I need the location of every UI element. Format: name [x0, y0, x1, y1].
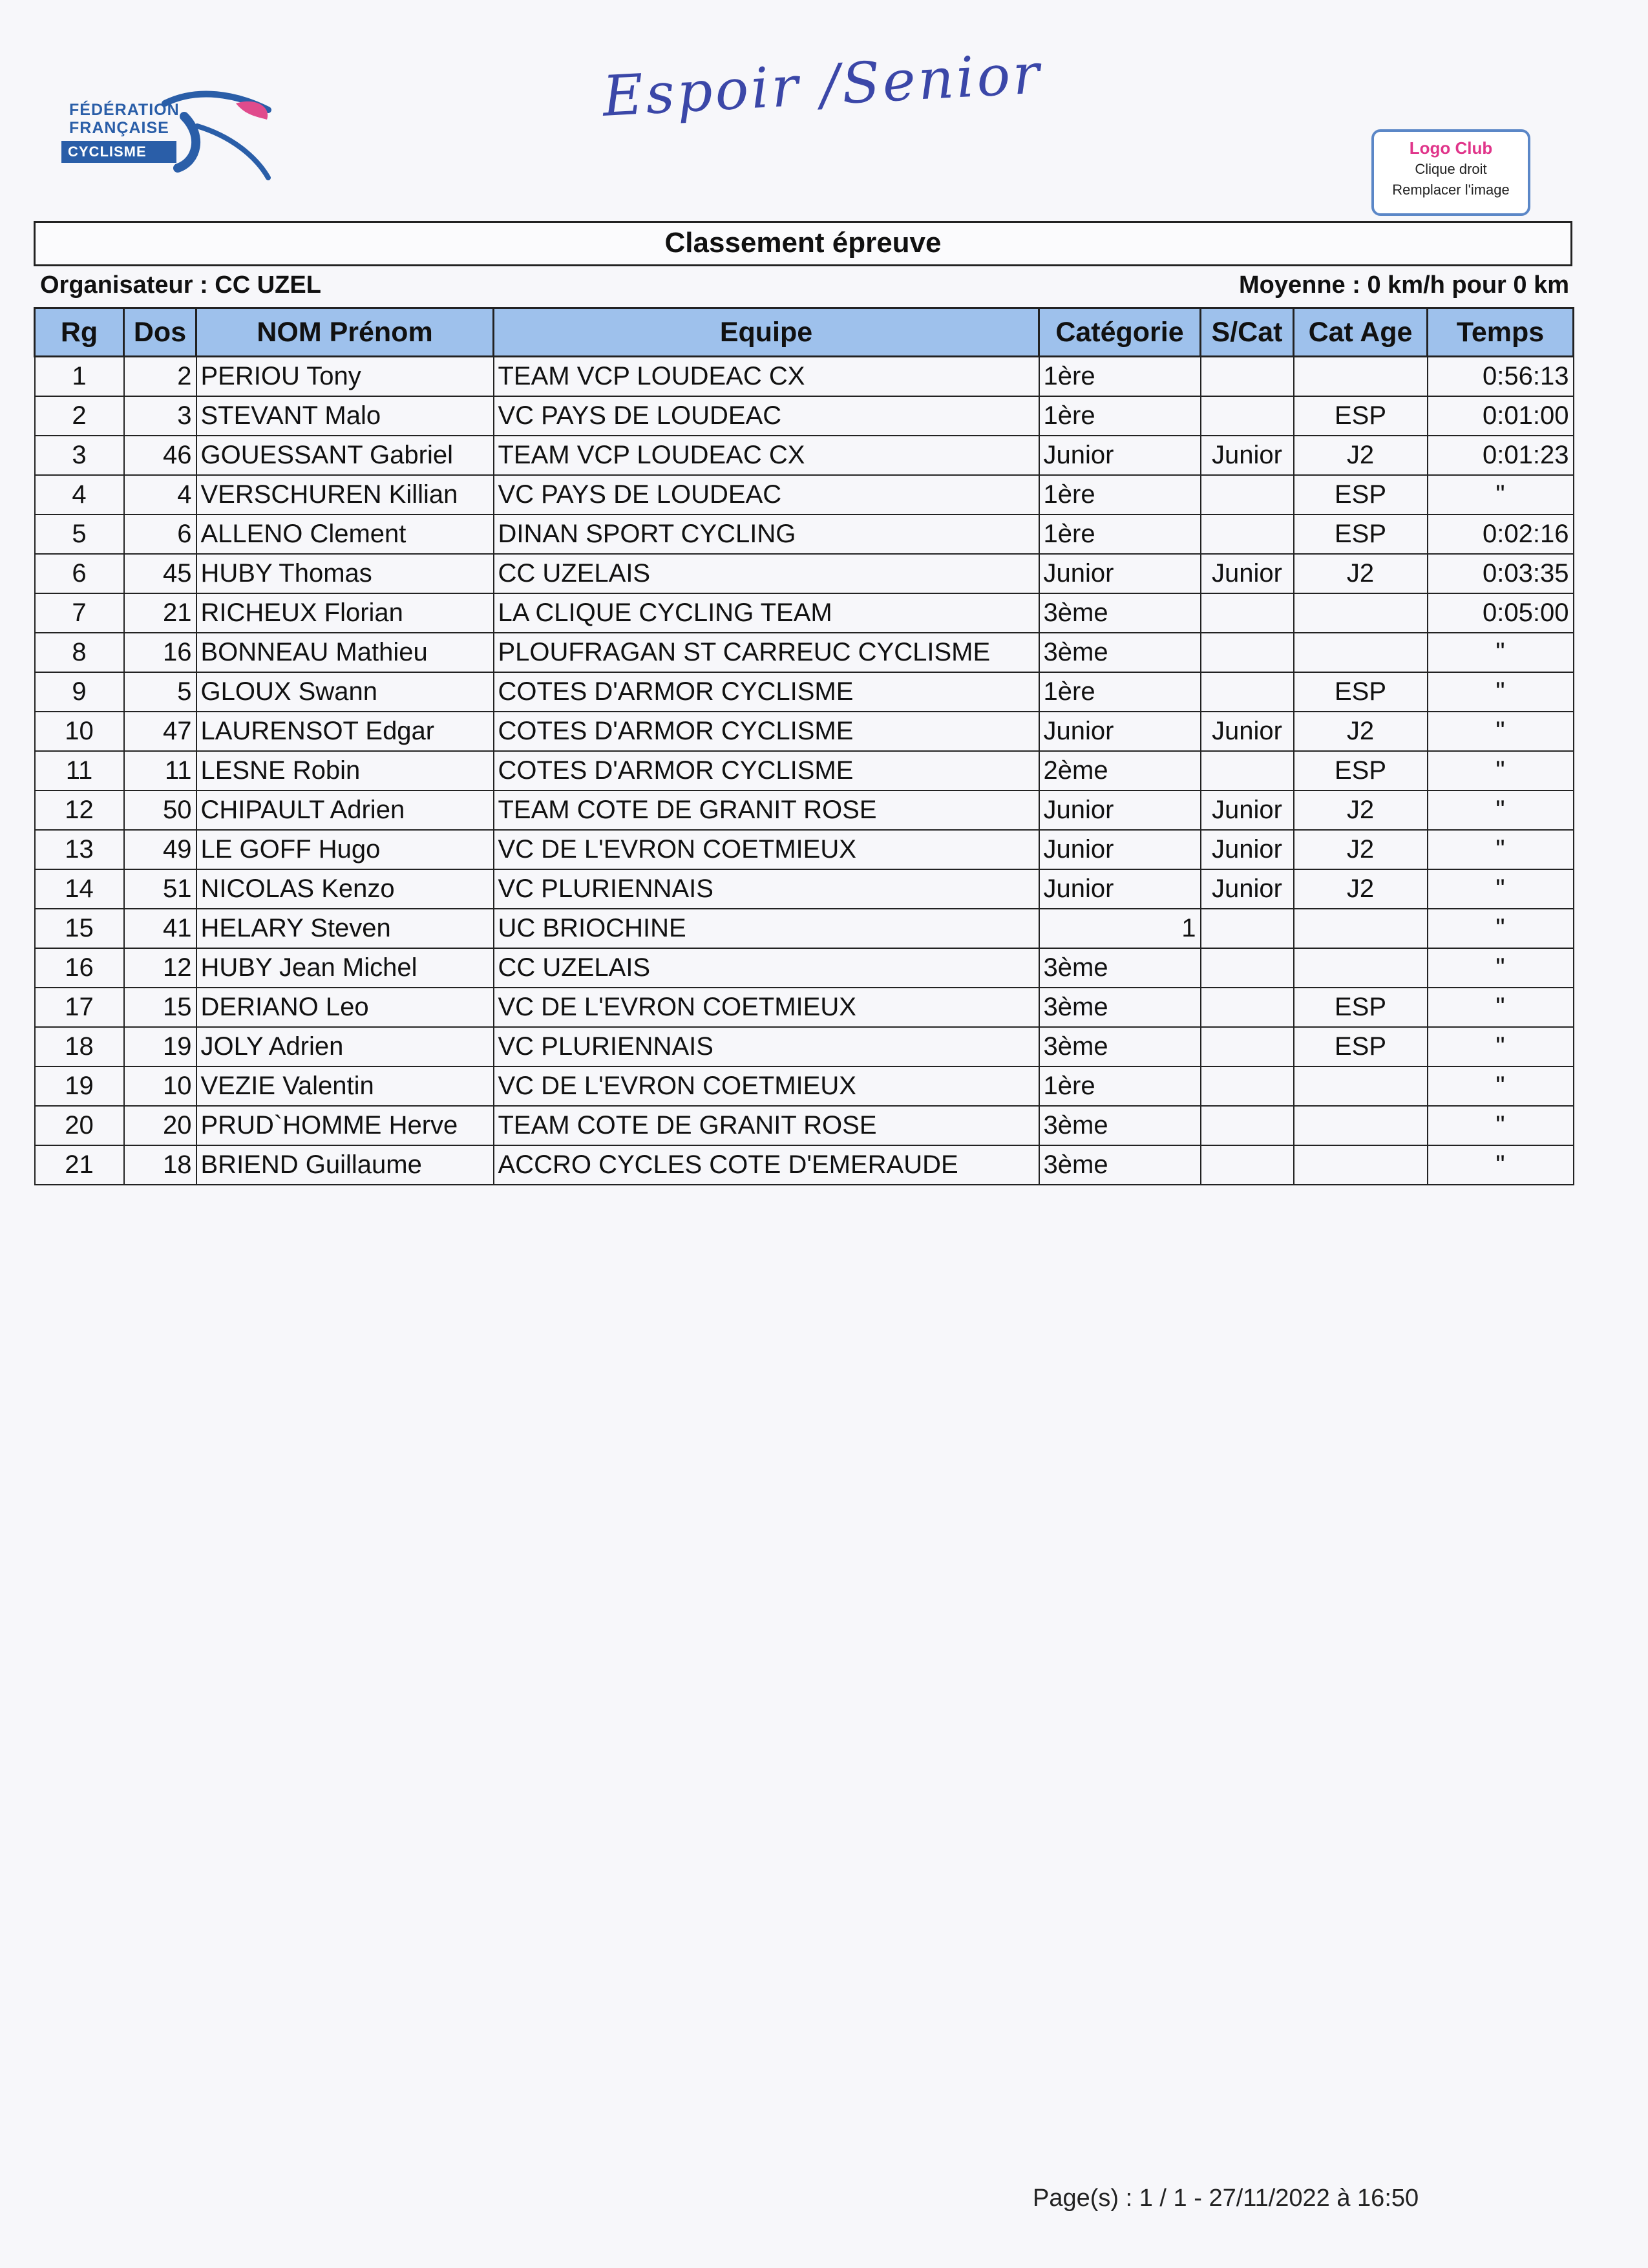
rank-cell: 20 [35, 1106, 124, 1145]
time-cell: " [1428, 712, 1574, 751]
team-cell: VC PLURIENNAIS [494, 1027, 1039, 1066]
bib-cell: 16 [124, 633, 196, 672]
table-row [35, 751, 1574, 790]
category-cell: 1ère [1039, 1066, 1201, 1106]
team-cell: DINAN SPORT CYCLING [494, 514, 1039, 554]
name-cell: HELARY Steven [196, 909, 494, 948]
rank-cell: 18 [35, 1027, 124, 1066]
bib-cell: 21 [124, 593, 196, 633]
column-header-subcategory: S/Cat [1201, 308, 1294, 357]
column-header-time: Temps [1428, 308, 1574, 357]
team-cell: UC BRIOCHINE [494, 909, 1039, 948]
name-cell: PRUD`HOMME Herve [196, 1106, 494, 1145]
category-cell: Junior [1039, 436, 1201, 475]
federation-logo [61, 90, 281, 187]
time-cell: " [1428, 1027, 1574, 1066]
category-cell: 3ème [1039, 988, 1201, 1027]
column-header-team: Equipe [494, 308, 1039, 357]
rank-cell: 16 [35, 948, 124, 988]
table-row [35, 830, 1574, 869]
rank-cell: 5 [35, 514, 124, 554]
column-header-rank: Rg [35, 308, 124, 357]
time-cell: 0:05:00 [1428, 593, 1574, 633]
category-cell: 3ème [1039, 1106, 1201, 1145]
category-cell: 2ème [1039, 751, 1201, 790]
rank-cell: 17 [35, 988, 124, 1027]
team-cell: VC PLURIENNAIS [494, 869, 1039, 909]
column-header-name: NOM Prénom [196, 308, 494, 357]
table-row [35, 909, 1574, 948]
rank-cell: 10 [35, 712, 124, 751]
age-category-cell: ESP [1294, 1027, 1428, 1066]
age-category-cell: J2 [1294, 436, 1428, 475]
bib-cell: 4 [124, 475, 196, 514]
time-cell: " [1428, 909, 1574, 948]
bib-cell: 45 [124, 554, 196, 593]
team-cell: PLOUFRAGAN ST CARREUC CYCLISME [494, 633, 1039, 672]
team-cell: COTES D'ARMOR CYCLISME [494, 712, 1039, 751]
category-cell: Junior [1039, 712, 1201, 751]
cyclist-swoosh-icon [158, 90, 281, 187]
category-cell: Junior [1039, 830, 1201, 869]
subcategory-cell [1201, 593, 1294, 633]
age-category-cell [1294, 1106, 1428, 1145]
subcategory-cell: Junior [1201, 712, 1294, 751]
age-category-cell: ESP [1294, 514, 1428, 554]
table-header-row [35, 308, 1574, 357]
category-cell: Junior [1039, 554, 1201, 593]
time-cell: 0:01:00 [1428, 396, 1574, 436]
subcategory-cell [1201, 988, 1294, 1027]
table-row [35, 869, 1574, 909]
name-cell: GOUESSANT Gabriel [196, 436, 494, 475]
bib-cell: 51 [124, 869, 196, 909]
category-cell: 1ère [1039, 357, 1201, 397]
organizer-label: Organisateur : CC UZEL [40, 271, 321, 299]
age-category-cell [1294, 633, 1428, 672]
team-cell: LA CLIQUE CYCLING TEAM [494, 593, 1039, 633]
time-cell: 0:01:23 [1428, 436, 1574, 475]
subcategory-cell: Junior [1201, 830, 1294, 869]
team-cell: TEAM VCP LOUDEAC CX [494, 357, 1039, 397]
team-cell: CC UZELAIS [494, 554, 1039, 593]
bib-cell: 18 [124, 1145, 196, 1185]
rank-cell: 21 [35, 1145, 124, 1185]
team-cell: CC UZELAIS [494, 948, 1039, 988]
time-cell: " [1428, 988, 1574, 1027]
time-cell: 0:56:13 [1428, 357, 1574, 397]
time-cell: " [1428, 830, 1574, 869]
time-cell: " [1428, 475, 1574, 514]
bib-cell: 2 [124, 357, 196, 397]
age-category-cell [1294, 1066, 1428, 1106]
age-category-cell: ESP [1294, 751, 1428, 790]
team-cell: VC DE L'EVRON COETMIEUX [494, 988, 1039, 1027]
team-cell: TEAM VCP LOUDEAC CX [494, 436, 1039, 475]
name-cell: LE GOFF Hugo [196, 830, 494, 869]
age-category-cell [1294, 948, 1428, 988]
subcategory-cell [1201, 357, 1294, 397]
bib-cell: 47 [124, 712, 196, 751]
age-category-cell: J2 [1294, 554, 1428, 593]
name-cell: STEVANT Malo [196, 396, 494, 436]
page-footer: Page(s) : 1 / 1 - 27/11/2022 à 16:50 [1033, 2185, 1419, 2212]
bib-cell: 5 [124, 672, 196, 712]
bib-cell: 50 [124, 790, 196, 830]
club-logo-placeholder [1371, 129, 1530, 216]
name-cell: BONNEAU Mathieu [196, 633, 494, 672]
name-cell: VERSCHUREN Killian [196, 475, 494, 514]
time-cell: " [1428, 672, 1574, 712]
bib-cell: 46 [124, 436, 196, 475]
results-table [34, 307, 1574, 1185]
table-row [35, 475, 1574, 514]
team-cell: ACCRO CYCLES COTE D'EMERAUDE [494, 1145, 1039, 1185]
average-speed-label: Moyenne : 0 km/h pour 0 km [1239, 271, 1569, 299]
table-row [35, 1027, 1574, 1066]
name-cell: BRIEND Guillaume [196, 1145, 494, 1185]
age-category-cell: J2 [1294, 790, 1428, 830]
subcategory-cell [1201, 475, 1294, 514]
subcategory-cell: Junior [1201, 554, 1294, 593]
team-cell: COTES D'ARMOR CYCLISME [494, 751, 1039, 790]
table-row [35, 357, 1574, 397]
age-category-cell [1294, 593, 1428, 633]
age-category-cell: ESP [1294, 475, 1428, 514]
team-cell: VC DE L'EVRON COETMIEUX [494, 1066, 1039, 1106]
age-category-cell [1294, 357, 1428, 397]
time-cell: " [1428, 790, 1574, 830]
age-category-cell: J2 [1294, 830, 1428, 869]
age-category-cell: ESP [1294, 672, 1428, 712]
age-category-cell: ESP [1294, 988, 1428, 1027]
subcategory-cell [1201, 514, 1294, 554]
age-category-cell: ESP [1294, 396, 1428, 436]
name-cell: LAURENSOT Edgar [196, 712, 494, 751]
table-row [35, 514, 1574, 554]
category-cell: 1ère [1039, 396, 1201, 436]
age-category-cell: J2 [1294, 712, 1428, 751]
table-row [35, 436, 1574, 475]
table-row [35, 554, 1574, 593]
table-row [35, 948, 1574, 988]
team-cell: TEAM COTE DE GRANIT ROSE [494, 790, 1039, 830]
bib-cell: 20 [124, 1106, 196, 1145]
time-cell: " [1428, 1066, 1574, 1106]
team-cell: VC DE L'EVRON COETMIEUX [494, 830, 1039, 869]
subcategory-cell [1201, 948, 1294, 988]
rank-cell: 2 [35, 396, 124, 436]
category-cell: 1ère [1039, 514, 1201, 554]
results-body [35, 357, 1574, 1185]
club-logo-line2: Remplacer l'image [1392, 182, 1510, 198]
name-cell: ALLENO Clement [196, 514, 494, 554]
rank-cell: 6 [35, 554, 124, 593]
team-cell: COTES D'ARMOR CYCLISME [494, 672, 1039, 712]
subcategory-cell [1201, 909, 1294, 948]
name-cell: NICOLAS Kenzo [196, 869, 494, 909]
name-cell: CHIPAULT Adrien [196, 790, 494, 830]
table-row [35, 712, 1574, 751]
rank-cell: 4 [35, 475, 124, 514]
subcategory-cell: Junior [1201, 790, 1294, 830]
name-cell: LESNE Robin [196, 751, 494, 790]
category-cell: 3ème [1039, 948, 1201, 988]
team-cell: TEAM COTE DE GRANIT ROSE [494, 1106, 1039, 1145]
team-cell: VC PAYS DE LOUDEAC [494, 396, 1039, 436]
subcategory-cell [1201, 1106, 1294, 1145]
category-cell: Junior [1039, 869, 1201, 909]
column-header-age-category: Cat Age [1294, 308, 1428, 357]
category-cell: Junior [1039, 790, 1201, 830]
category-cell: 1ère [1039, 672, 1201, 712]
rank-cell: 19 [35, 1066, 124, 1106]
name-cell: GLOUX Swann [196, 672, 494, 712]
rank-cell: 1 [35, 357, 124, 397]
name-cell: JOLY Adrien [196, 1027, 494, 1066]
rank-cell: 11 [35, 751, 124, 790]
team-cell: VC PAYS DE LOUDEAC [494, 475, 1039, 514]
bib-cell: 10 [124, 1066, 196, 1106]
category-cell: 1ère [1039, 475, 1201, 514]
club-logo-line1: Clique droit [1415, 161, 1487, 177]
subcategory-cell [1201, 1027, 1294, 1066]
subcategory-cell [1201, 1066, 1294, 1106]
table-row [35, 633, 1574, 672]
federation-logo-line3: CYCLISME [61, 141, 176, 163]
name-cell: HUBY Thomas [196, 554, 494, 593]
time-cell: " [1428, 751, 1574, 790]
subcategory-cell: Junior [1201, 869, 1294, 909]
category-cell: 3ème [1039, 593, 1201, 633]
time-cell: " [1428, 1145, 1574, 1185]
rank-cell: 12 [35, 790, 124, 830]
name-cell: DERIANO Leo [196, 988, 494, 1027]
table-row [35, 790, 1574, 830]
page-title: Classement épreuve [34, 221, 1572, 266]
name-cell: HUBY Jean Michel [196, 948, 494, 988]
time-cell: 0:03:35 [1428, 554, 1574, 593]
category-cell: 1 [1039, 909, 1201, 948]
table-row [35, 593, 1574, 633]
bib-cell: 15 [124, 988, 196, 1027]
time-cell: " [1428, 1106, 1574, 1145]
bib-cell: 6 [124, 514, 196, 554]
rank-cell: 15 [35, 909, 124, 948]
table-row [35, 1106, 1574, 1145]
name-cell: VEZIE Valentin [196, 1066, 494, 1106]
rank-cell: 3 [35, 436, 124, 475]
bib-cell: 49 [124, 830, 196, 869]
bib-cell: 41 [124, 909, 196, 948]
rank-cell: 14 [35, 869, 124, 909]
column-header-category: Catégorie [1039, 308, 1201, 357]
subcategory-cell: Junior [1201, 436, 1294, 475]
time-cell: 0:02:16 [1428, 514, 1574, 554]
subcategory-cell [1201, 1145, 1294, 1185]
subcategory-cell [1201, 633, 1294, 672]
club-logo-title: Logo Club [1409, 138, 1493, 158]
bib-cell: 12 [124, 948, 196, 988]
name-cell: RICHEUX Florian [196, 593, 494, 633]
subcategory-cell [1201, 396, 1294, 436]
rank-cell: 8 [35, 633, 124, 672]
federation-logo-line2: FRANÇAISE [69, 119, 169, 137]
rank-cell: 7 [35, 593, 124, 633]
bib-cell: 11 [124, 751, 196, 790]
age-category-cell [1294, 1145, 1428, 1185]
subcategory-cell [1201, 672, 1294, 712]
federation-logo-line1: FÉDÉRATION [69, 101, 180, 119]
category-cell: 3ème [1039, 1027, 1201, 1066]
age-category-cell [1294, 909, 1428, 948]
handwritten-title: Espoir /Senior [601, 41, 1044, 129]
table-row [35, 396, 1574, 436]
table-row [35, 672, 1574, 712]
time-cell: " [1428, 948, 1574, 988]
time-cell: " [1428, 633, 1574, 672]
table-row [35, 988, 1574, 1027]
column-header-bib: Dos [124, 308, 196, 357]
name-cell: PERIOU Tony [196, 357, 494, 397]
bib-cell: 19 [124, 1027, 196, 1066]
rank-cell: 9 [35, 672, 124, 712]
table-row [35, 1066, 1574, 1106]
rank-cell: 13 [35, 830, 124, 869]
category-cell: 3ème [1039, 633, 1201, 672]
category-cell: 3ème [1039, 1145, 1201, 1185]
table-row [35, 1145, 1574, 1185]
bib-cell: 3 [124, 396, 196, 436]
age-category-cell: J2 [1294, 869, 1428, 909]
subcategory-cell [1201, 751, 1294, 790]
time-cell: " [1428, 869, 1574, 909]
